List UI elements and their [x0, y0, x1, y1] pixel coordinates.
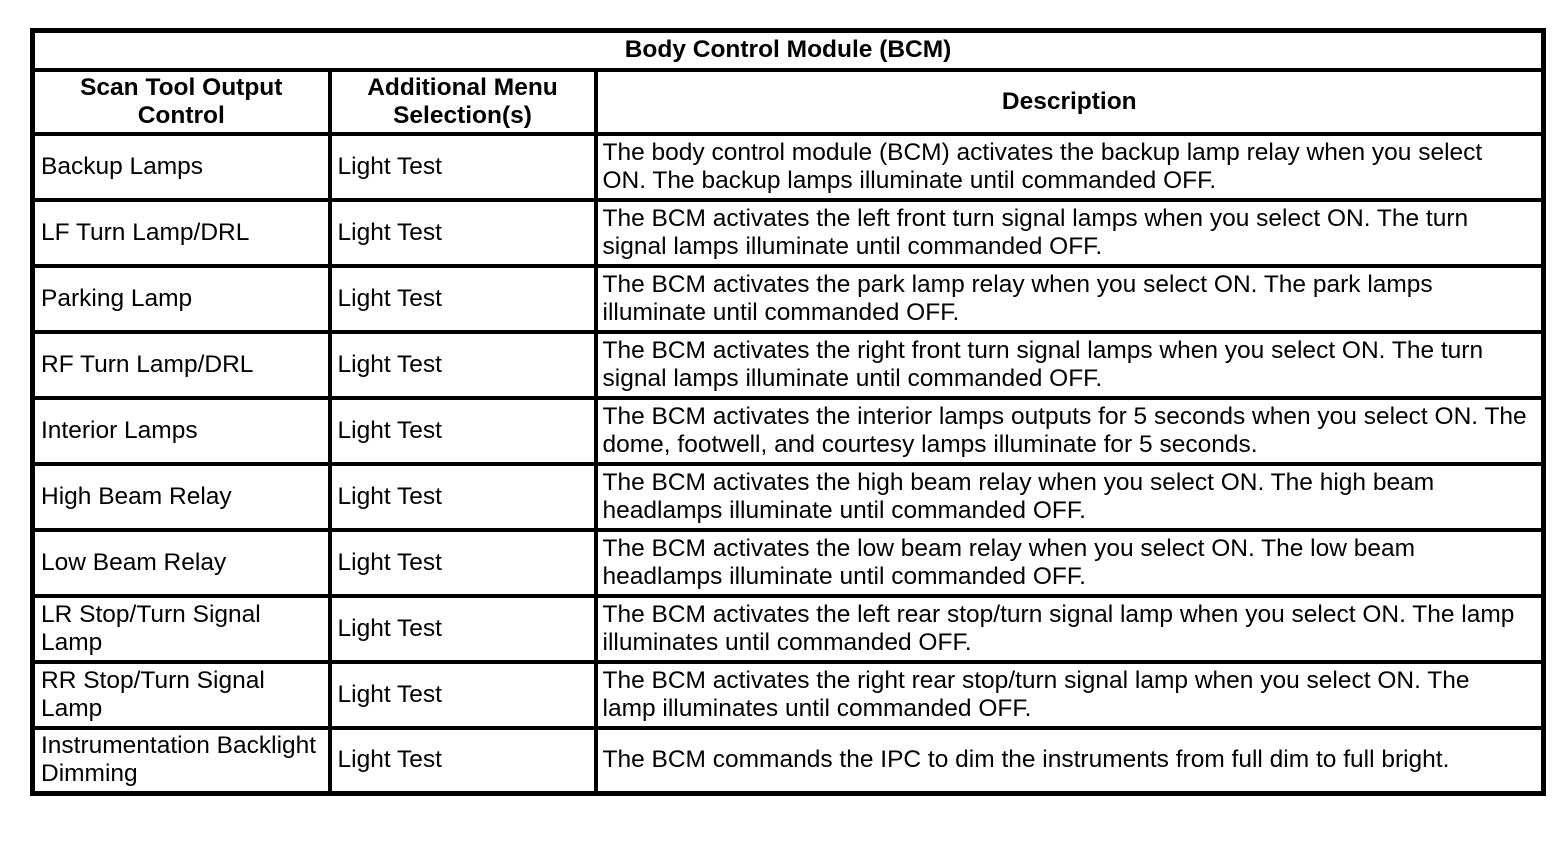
menu-cell: Light Test	[330, 398, 596, 464]
menu-cell: Light Test	[330, 266, 596, 332]
description-cell: The BCM activates the high beam relay when you select ON. The high beam headlamps illuminate until commanded OFF.	[596, 464, 1544, 530]
col-header-additional-menu-selections: Additional Menu Selection(s)	[330, 70, 596, 134]
description-cell: The BCM activates the left front turn signal lamps when you select ON. The turn signal lamps illuminate until commanded OFF.	[596, 200, 1544, 266]
control-cell: RR Stop/Turn Signal Lamp	[33, 662, 330, 728]
table-row-lf-turn-lamp-drl	[33, 200, 1544, 266]
description-cell: The BCM activates the low beam relay when you select ON. The low beam headlamps illuminate until commanded OFF.	[596, 530, 1544, 596]
table-header-row	[33, 70, 1544, 134]
table-row-parking-lamp	[33, 266, 1544, 332]
description-cell: The BCM commands the IPC to dim the instruments from full dim to full bright.	[596, 728, 1544, 794]
bcm-output-controls-table	[30, 28, 1546, 796]
col-header-scan-tool-output-control: Scan Tool Output Control	[33, 70, 330, 134]
table-row-rf-turn-lamp-drl	[33, 332, 1544, 398]
table-row-interior-lamps	[33, 398, 1544, 464]
menu-cell: Light Test	[330, 200, 596, 266]
control-cell: LF Turn Lamp/DRL	[33, 200, 330, 266]
table-row-backup-lamps	[33, 134, 1544, 200]
table-row-lr-stop-turn-signal-lamp	[33, 596, 1544, 662]
menu-cell: Light Test	[330, 332, 596, 398]
control-cell: RF Turn Lamp/DRL	[33, 332, 330, 398]
menu-cell: Light Test	[330, 596, 596, 662]
description-cell: The BCM activates the left rear stop/turn signal lamp when you select ON. The lamp illuminates until commanded OFF.	[596, 596, 1544, 662]
menu-cell: Light Test	[330, 728, 596, 794]
table-row-rr-stop-turn-signal-lamp	[33, 662, 1544, 728]
control-cell: High Beam Relay	[33, 464, 330, 530]
description-cell: The body control module (BCM) activates the backup lamp relay when you select ON. The backup lamps illuminate until commanded OFF.	[596, 134, 1544, 200]
description-cell: The BCM activates the right front turn signal lamps when you select ON. The turn signal lamps illuminate until commanded OFF.	[596, 332, 1544, 398]
control-cell: Backup Lamps	[33, 134, 330, 200]
menu-cell: Light Test	[330, 134, 596, 200]
col-header-description: Description	[596, 70, 1544, 134]
control-cell: Instrumentation Backlight Dimming	[33, 728, 330, 794]
table-title: Body Control Module (BCM)	[33, 31, 1544, 70]
control-cell: Low Beam Relay	[33, 530, 330, 596]
document-page	[30, 28, 1546, 796]
table-title-row	[33, 31, 1544, 70]
description-cell: The BCM activates the park lamp relay when you select ON. The park lamps illuminate until commanded OFF.	[596, 266, 1544, 332]
menu-cell: Light Test	[330, 530, 596, 596]
control-cell: LR Stop/Turn Signal Lamp	[33, 596, 330, 662]
table-row-high-beam-relay	[33, 464, 1544, 530]
menu-cell: Light Test	[330, 464, 596, 530]
table-row-instrumentation-backlight-dimming	[33, 728, 1544, 794]
control-cell: Parking Lamp	[33, 266, 330, 332]
description-cell: The BCM activates the right rear stop/turn signal lamp when you select ON. The lamp illuminates until commanded OFF.	[596, 662, 1544, 728]
control-cell: Interior Lamps	[33, 398, 330, 464]
menu-cell: Light Test	[330, 662, 596, 728]
description-cell: The BCM activates the interior lamps outputs for 5 seconds when you select ON. The dome, footwell, and courtesy lamps illuminate for 5 seconds.	[596, 398, 1544, 464]
table-row-low-beam-relay	[33, 530, 1544, 596]
